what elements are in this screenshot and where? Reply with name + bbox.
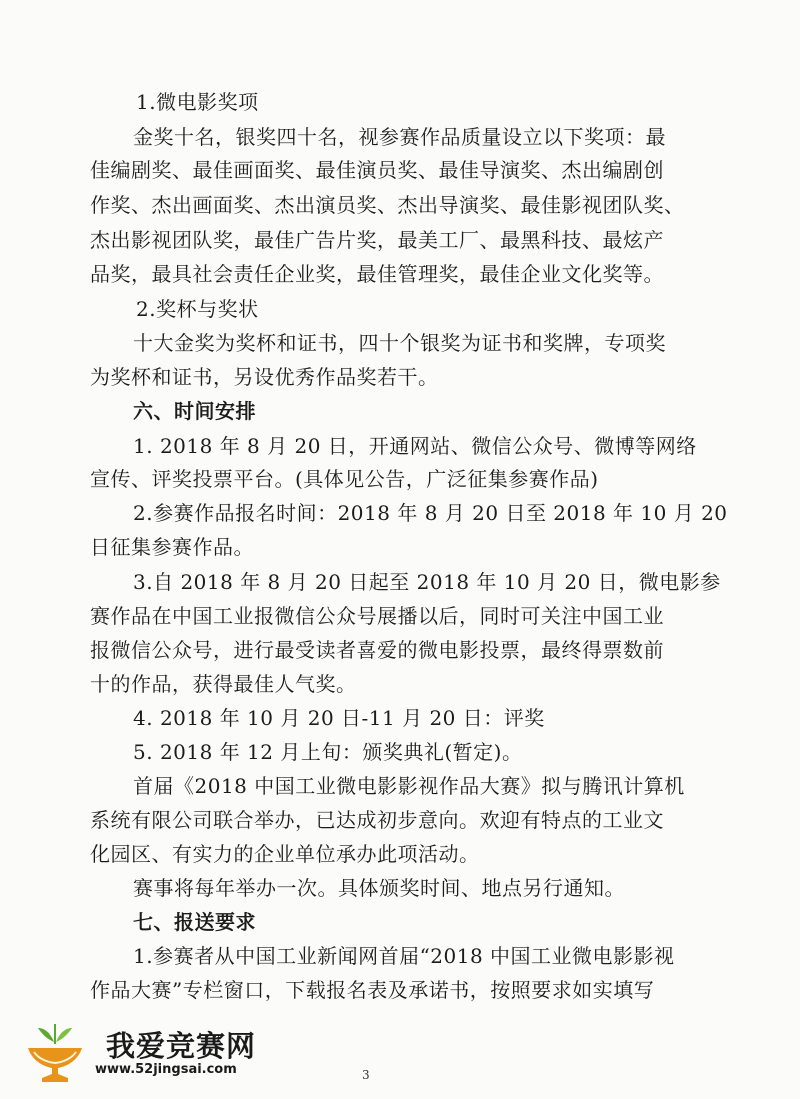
paragraph-line: 佳编剧奖、最佳画面奖、最佳演员奖、最佳导演奖、杰出编剧创 [90, 158, 664, 182]
paragraph-line: 首届《2018 中国工业微电影影视作品大赛》拟与腾讯计算机 [133, 774, 685, 798]
paragraph-line: 日征集参赛作品。 [90, 535, 254, 559]
paragraph-line: 报微信公众号，进行最受读者喜爱的微电影投票，最终得票数前 [90, 638, 664, 662]
award-section-heading: 1.微电影奖项 [136, 90, 259, 114]
submission-heading: 七、报送要求 [133, 910, 256, 934]
logo-title: 我爱竞赛网 [106, 1029, 257, 1063]
paragraph-line: 作奖、杰出画面奖、杰出演员奖、杰出导演奖、最佳影视团队奖、 [90, 193, 685, 217]
paragraph-line: 4. 2018 年 10 月 20 日-11 月 20 日：评奖 [133, 706, 545, 730]
paragraph-line: 金奖十名，银奖四十名，视参赛作品质量设立以下奖项：最 [133, 125, 666, 149]
trophy-cup-icon [20, 1022, 90, 1084]
logo-url[interactable]: www.52jingsai.com [95, 1062, 237, 1077]
site-logo[interactable] [20, 1022, 260, 1088]
paragraph-line: 十大金奖为奖杯和证书，四十个银奖为证书和奖牌，专项奖 [133, 331, 666, 355]
paragraph-line: 品奖，最具社会责任企业奖，最佳管理奖，最佳企业文化奖等。 [90, 262, 664, 286]
page-number: 3 [362, 1068, 370, 1082]
trophy-section-heading: 2.奖杯与奖状 [136, 297, 259, 321]
paragraph-line: 系统有限公司联合举办，已达成初步意向。欢迎有特点的工业文 [90, 808, 664, 832]
paragraph-line: 为奖杯和证书，另设优秀作品奖若干。 [90, 365, 439, 389]
paragraph-line: 十的作品，获得最佳人气奖。 [90, 672, 357, 696]
paragraph-line: 1. 2018 年 8 月 20 日，开通网站、微信公众号、微博等网络 [133, 434, 697, 458]
paragraph-line: 3.自 2018 年 8 月 20 日起至 2018 年 10 月 20 日，微电影参 [133, 570, 721, 594]
paragraph-line: 1.参赛者从中国工业新闻网首届“2018 中国工业微电影影视 [133, 944, 675, 968]
paragraph-line: 宣传、评奖投票平台。(具体见公告，广泛征集参赛作品) [90, 467, 599, 491]
paragraph-line: 赛事将每年举办一次。具体颁奖时间、地点另行通知。 [133, 876, 625, 900]
paragraph-line: 作品大赛”专栏窗口，下载报名表及承诺书，按照要求如实填写 [90, 978, 655, 1002]
paragraph-line: 杰出影视团队奖，最佳广告片奖，最美工厂、最黑科技、最炫产 [90, 228, 664, 252]
paragraph-line: 2.参赛作品报名时间：2018 年 8 月 20 日至 2018 年 10 月 20 [133, 501, 728, 525]
paragraph-line: 5. 2018 年 12 月上旬：颁奖典礼(暂定)。 [133, 740, 523, 764]
paragraph-line: 赛作品在中国工业报微信公众号展播以后，同时可关注中国工业 [90, 604, 664, 628]
schedule-heading: 六、时间安排 [133, 399, 256, 423]
paragraph-line: 化园区、有实力的企业单位承办此项活动。 [90, 842, 480, 866]
